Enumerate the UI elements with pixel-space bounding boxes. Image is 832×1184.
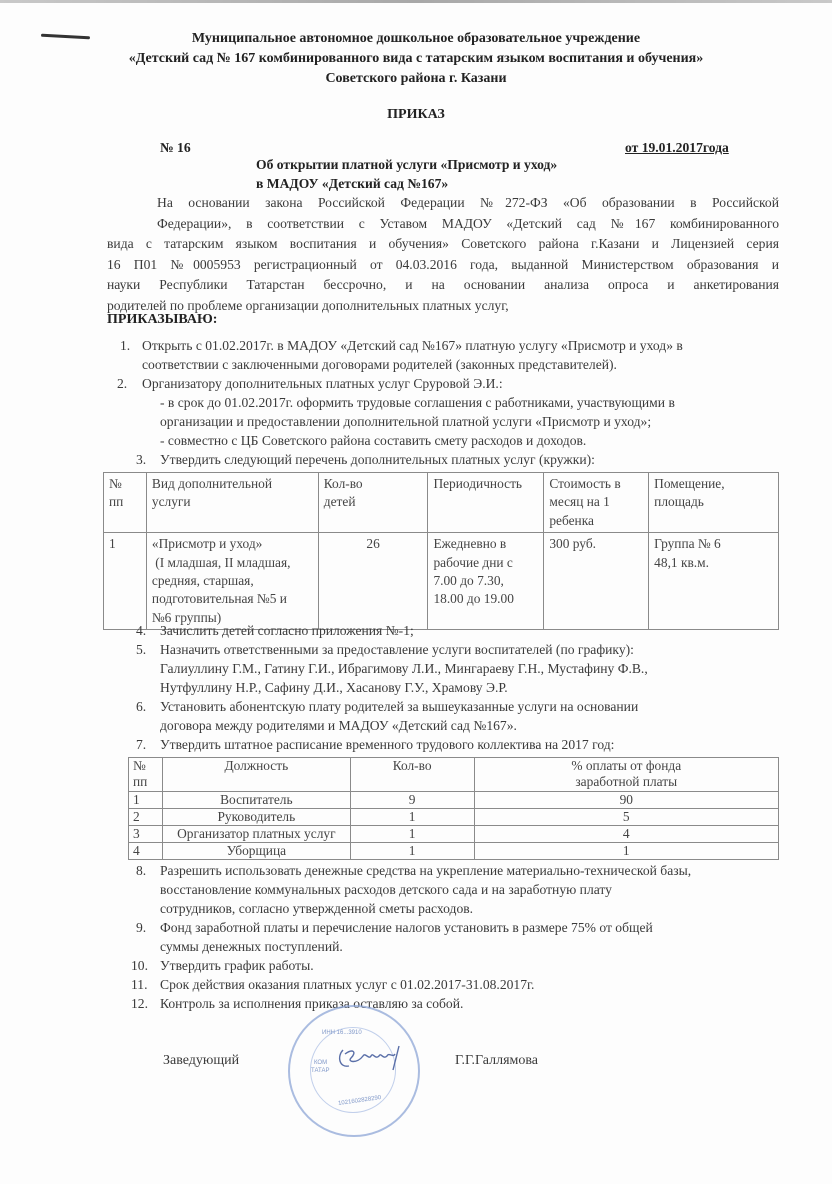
cell-count: 1 — [350, 843, 474, 860]
header-cell: Должность — [162, 758, 350, 792]
scan-edge — [0, 0, 832, 3]
cell-schedule: Ежедневно в рабочие дни с 7.00 до 7.30, 18.00 до 19.00 — [428, 533, 544, 630]
preamble — [107, 193, 779, 317]
table-header-row — [104, 473, 779, 533]
header-cell: Вид дополнительной услуги — [146, 473, 318, 533]
list-item-text: Утвердить следующий перечень дополнительных платных услуг (кружки): — [160, 452, 595, 467]
list-item-text: Утвердить график работы. — [160, 958, 314, 973]
item-number: 6. — [136, 699, 147, 714]
cell-num: 4 — [129, 843, 163, 860]
list-item-text: - в срок до 01.02.2017г. оформить трудовые соглашения с работниками, участвующими в — [160, 395, 675, 410]
header-cell: Помещение, площадь — [649, 473, 779, 533]
list-item-text: суммы денежных поступлений. — [160, 939, 343, 954]
item-number: 1. — [120, 338, 131, 353]
cell-percent: 90 — [474, 792, 778, 809]
header-cell: Кол-во детей — [318, 473, 428, 533]
preamble-line: родителей по проблеме организации дополнительных платных услуг, — [107, 297, 509, 313]
order-number: № 16 — [160, 140, 191, 155]
cell-num: 3 — [129, 826, 163, 843]
item-number: 9. — [136, 920, 147, 935]
item-number: 2. — [117, 376, 128, 391]
list-item-text: Фонд заработной платы и перечисление налогов установить в размере 75% от общей — [160, 920, 653, 935]
org-name-line2: «Детский сад № 167 комбинированного вида с татарским языком воспитания и обучения» — [128, 51, 704, 66]
list-item-text: Зачислить детей согласно приложения №-1; — [160, 623, 414, 638]
preamble-line: 16 П01 №0005953 регистрационный от 04.03.2016 года, выданной Министерством образования и — [107, 256, 779, 272]
order-date: от 19.01.2017года — [625, 140, 729, 155]
staff-table — [128, 757, 779, 860]
signatory-position: Заведующий — [163, 1053, 240, 1068]
list-item-1 — [120, 337, 130, 356]
stamp-inn: ИНН 16...3910 — [322, 1030, 362, 1036]
table-row — [129, 792, 779, 809]
list-item-text: соответствии с заключенными договорами родителей (законных представителей). — [142, 357, 617, 372]
list-item-text: восстановление коммунальных расходов детского сада и на заработную плату — [160, 882, 612, 897]
org-name-line1: Муниципальное автономное дошкольное образовательное учреждение — [191, 31, 641, 46]
list-item-text: Галиуллину Г.М., Гатину Г.И., Ибрагимову Л.И., Мингараеву Г.Н., Мустафину Ф.В., — [160, 661, 648, 676]
cell-num: 2 — [129, 809, 163, 826]
subject-line2: в МАДОУ «Детский сад №167» — [256, 176, 449, 191]
stamp-center-text: КОМ — [314, 1060, 328, 1066]
preamble-line: Федерации», в соответствии с Уставом МАДОУ «Детский сад №167 комбинированного — [157, 215, 779, 231]
cell-position: Воспитатель — [162, 792, 350, 809]
cell-count: 1 — [350, 826, 474, 843]
list-item-text: договора между родителями и МАДОУ «Детский сад №167». — [160, 718, 517, 733]
signatory-name: Г.Г.Галлямова — [455, 1053, 539, 1068]
cell-count: 1 — [350, 809, 474, 826]
list-item-text: Утвердить штатное расписание временного трудового коллектива на 2017 год: — [160, 737, 615, 752]
item-number: 11. — [131, 977, 148, 992]
preamble-line: На основании закона Российской Федерации №272-ФЗ «Об образовании в Российской — [157, 195, 779, 210]
preamble-line: науки Республики Татарстан бессрочно, и на основании анализа опроса и анкетирования — [107, 277, 779, 293]
cell-cost: 300 руб. — [544, 533, 649, 630]
list-item-text: организации и предоставлении дополнительной платной услуги «Присмотр и уход»; — [160, 414, 652, 429]
stamp-ogrn: 1021602828290 — [337, 1095, 382, 1107]
stamp-center-text: ТАТАР — [311, 1068, 330, 1074]
header-cell: Периодичность — [428, 473, 544, 533]
doc-type: ПРИКАЗ — [387, 107, 445, 122]
header-cell: Стоимость в месяц на 1 ребенка — [544, 473, 649, 533]
cell-position: Руководитель — [162, 809, 350, 826]
table-header-row — [129, 758, 779, 792]
cell-percent: 4 — [474, 826, 778, 843]
list-item-text: сотрудников, согласно утвержденной сметы расходов. — [160, 901, 474, 916]
services-table — [103, 472, 779, 630]
list-item-text: Организатору дополнительных платных услуг Сруровой Э.И.: — [142, 376, 503, 391]
item-number: 4. — [136, 623, 147, 638]
list-item-text: Срок действия оказания платных услуг с 01.02.2017-31.08.2017г. — [160, 977, 535, 992]
cell-room: Группа № 6 48,1 кв.м. — [649, 533, 779, 630]
list-item-text: Открыть с 01.02.2017г. в МАДОУ «Детский сад №167» платную услугу «Присмотр и уход» в — [142, 338, 683, 353]
cell-service: «Присмотр и уход» (I младшая, II младшая, средняя, старшая, подготовительная №5 и №6 группы) — [146, 533, 318, 630]
order-word: ПРИКАЗЫВАЮ: — [107, 312, 218, 327]
cell-children: 26 — [318, 533, 428, 630]
table-row — [129, 809, 779, 826]
org-name-line3: Советского района г. Казани — [325, 71, 507, 86]
item-number: 8. — [136, 863, 147, 878]
cell-position: Организатор платных услуг — [162, 826, 350, 843]
list-item-text: Контроль за исполнения приказа оставляю за собой. — [160, 996, 464, 1011]
item-number: 7. — [136, 737, 147, 752]
table-row — [129, 826, 779, 843]
cell-position: Уборщица — [162, 843, 350, 860]
table-row — [129, 843, 779, 860]
cell-percent: 1 — [474, 843, 778, 860]
table-row — [104, 533, 779, 630]
item-number: 10. — [131, 958, 148, 973]
item-number: 5. — [136, 642, 147, 657]
cell-num: 1 — [129, 792, 163, 809]
list-item-text: Разрешить использовать денежные средства на укрепление материально-технической базы, — [160, 863, 692, 878]
header-cell: % оплаты от фонда заработной платы — [474, 758, 778, 792]
cell-percent: 5 — [474, 809, 778, 826]
header-cell: Кол-во — [350, 758, 474, 792]
list-item-text: Установить абонентскую плату родителей за вышеуказанные услуги на основании — [160, 699, 639, 714]
preamble-line: вида с татарским языком воспитания и обучения» Советского района г.Казани и Лицензией серия — [107, 236, 779, 252]
item-number: 12. — [131, 996, 148, 1011]
list-item-text: - совместно с ЦБ Советского района составить смету расходов и доходов. — [160, 433, 587, 448]
list-item-text: Нутфуллину Н.Р., Сафину Д.И., Хасанову Г.У., Храмову Э.Р. — [160, 680, 508, 695]
cell-num: 1 — [104, 533, 147, 630]
item-number: 3. — [136, 452, 147, 467]
header-cell: № пп — [104, 473, 147, 533]
handwritten-signature — [335, 1042, 410, 1072]
list-item-text: Назначить ответственными за предоставление услуги воспитателей (по графику): — [160, 642, 634, 657]
subject-line1: Об открытии платной услуги «Присмотр и уход» — [256, 157, 558, 172]
header-cell: № пп — [129, 758, 163, 792]
cell-count: 9 — [350, 792, 474, 809]
